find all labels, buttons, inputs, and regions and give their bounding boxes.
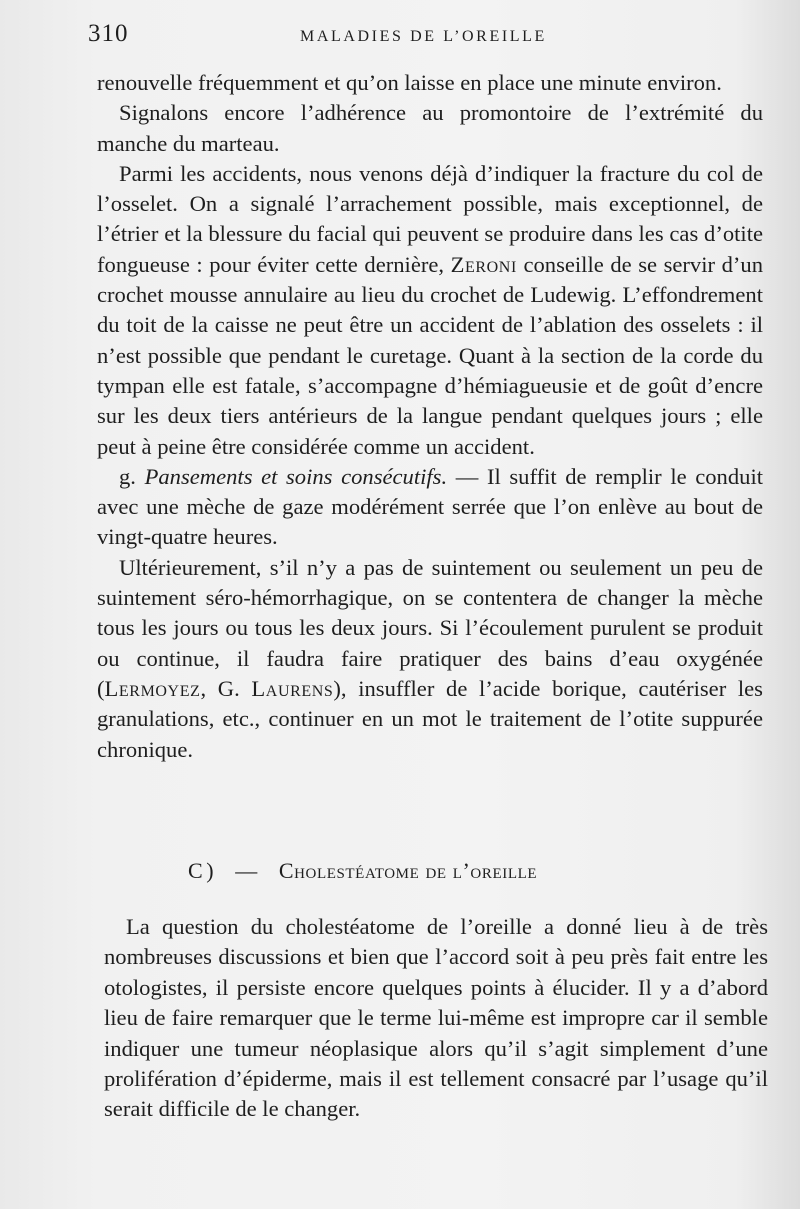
paragraph-text: renouvelle fréquemment et qu’on laisse en place une minute environ. <box>97 70 722 95</box>
section-title: Cholestéatome de l’oreille <box>278 858 538 883</box>
paragraph-cholesteatome <box>104 912 768 1125</box>
paragraph-text: Parmi les accidents, nous venons déjà d’indiquer la fracture du col de l’osselet. On a signalé l’arrachement possible, mais exceptionnel, de l’étrier et la blessure du facial qui peuvent se produire dans les cas d’otite fongueuse : pour éviter cette dernière, <box>97 160 763 277</box>
section-dash: — <box>235 858 261 883</box>
paragraph-accidents <box>97 159 763 462</box>
paragraph-text: conseille de se servir d’un crochet mousse annulaire au lieu du crochet de Ludewig. L’effondrement du toit de la caisse ne peut être un accident de l’ablation des osselets : il n’est possible que pendant le curetage. Quant à la section de la corde du tympan elle est fatale, s’accompagne d’hémiagueusie et de goût d’encre sur les deux tiers antérieurs de la langue pendant quelques jours ; elle peut à peine être considérée comme un accident. <box>97 251 763 459</box>
main-text <box>97 68 763 765</box>
paragraph-pansements <box>97 462 763 553</box>
paragraph-continued <box>97 68 763 98</box>
section-text <box>104 912 768 1125</box>
paragraph-adherence <box>97 98 763 159</box>
running-head: MALADIES DE L’OREILLE <box>300 28 547 45</box>
paragraph-text: , G. <box>200 675 252 701</box>
subsection-title: Pansements et soins consécutifs. <box>144 463 448 489</box>
subsection-label: g. <box>119 463 145 489</box>
paragraph-text: La question du cholestéatome de l’oreille a donné lieu à de très nombreuses discussions et bien que l’accord soit à peu près fait entre les otologistes, il persiste encore quelques points à élucider. Il y a d’abord lieu de faire remarquer que le terme lui-même est impropre car il semble indiquer une tumeur néoplasique alors qu’il s’agit simplement d’une prolifération d’épiderme, mais il est tellement consacré par l’usage qu’il serait difficile de le changer. <box>104 914 768 1122</box>
section-letter: C) <box>188 858 218 883</box>
paragraph-text: — Il suffit de remplir le conduit avec une mèche de gaze modérément serrée que l’on enlève au bout de vingt-quatre heures. <box>97 463 764 550</box>
author-name: Laurens <box>251 675 334 701</box>
author-name: Zeroni <box>450 251 517 277</box>
section-heading <box>188 858 537 884</box>
paragraph-ulterieurement <box>97 553 763 765</box>
paragraph-text: Signalons encore l’adhérence au promontoire de l’extrémité du manche du marteau. <box>97 100 763 156</box>
page-number: 310 <box>88 20 129 47</box>
paragraph-text: ), insuffler de l’acide borique, cautériser les granulations, etc., continuer en un mot le traitement de l’otite suppurée chronique. <box>97 675 763 762</box>
paragraph-text: Ultérieurement, s’il n’y a pas de suintement ou seulement un peu de suintement séro-hémorrhagique, on se contentera de changer la mèche tous les jours ou tous les deux jours. Si l’écoulement purulent se produit ou continue, il faudra faire pratiquer des bains d’eau oxygénée ( <box>97 554 763 701</box>
author-name: Lermoyez <box>104 675 201 701</box>
